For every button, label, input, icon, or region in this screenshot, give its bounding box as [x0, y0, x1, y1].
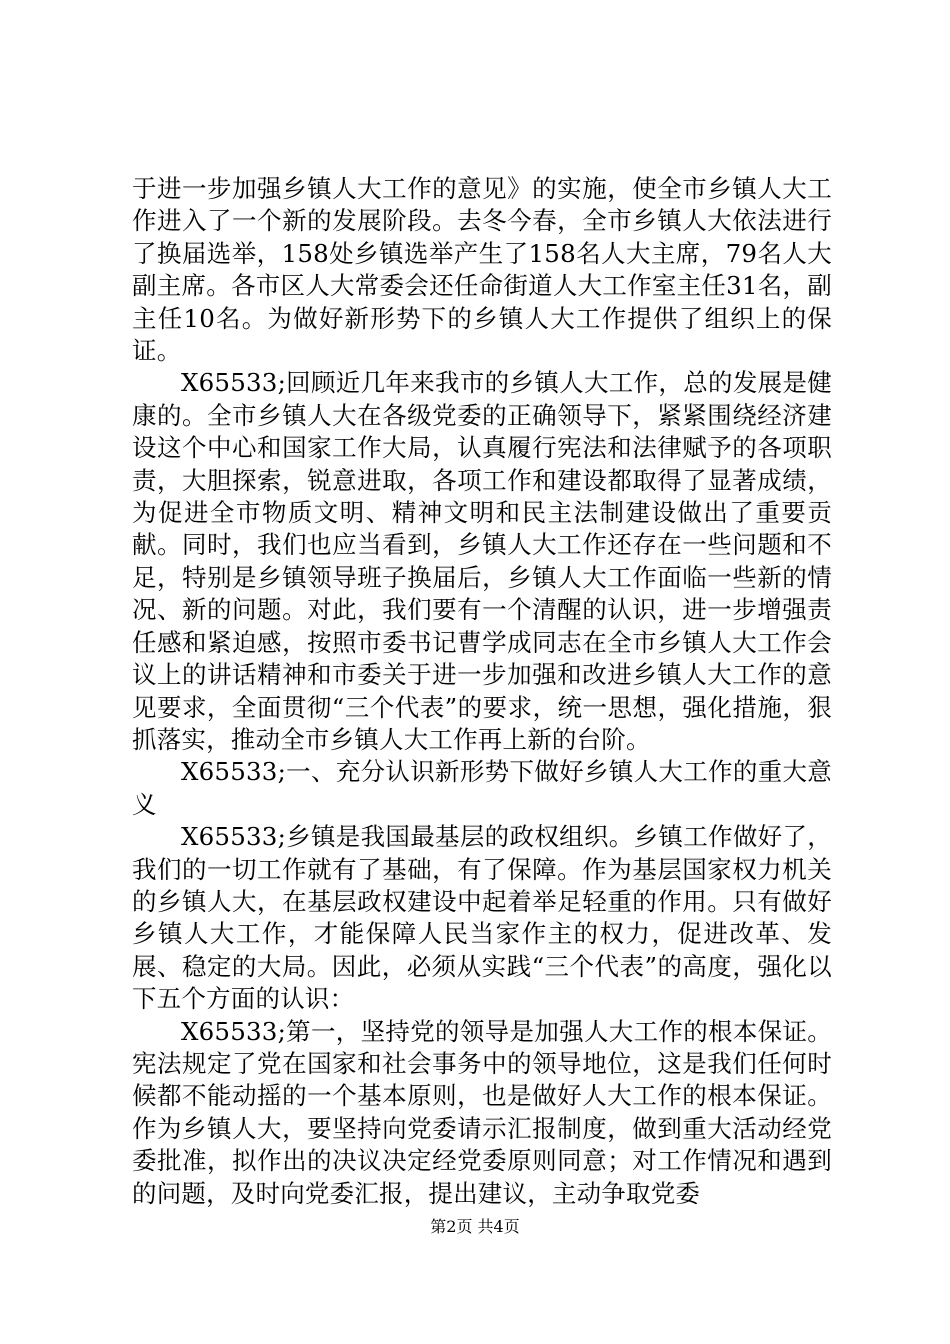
section-heading: X65533;一、充分认识新形势下做好乡镇人大工作的重大意义	[132, 757, 832, 819]
document-body	[132, 173, 832, 1210]
paragraph-2: X65533;回顾近几年来我市的乡镇人大工作，总的发展是健康的。全市乡镇人大在各级党委的正确领导下，紧紧围绕经济建设这个中心和国家工作大局，认真履行宪法和法律赋予的各项职责，大胆探索，锐意进取，各项工作和建设都取得了显著成绩，为促进全市物质文明、精神文明和民主法制建设做出了重要贡献。同时，我们也应当看到，乡镇人大工作还存在一些问题和不足，特别是乡镇领导班子换届后，乡镇人大工作面临一些新的情况、新的问题。对此，我们要有一个清醒的认识，进一步增强责任感和紧迫感，按照市委书记曹学成同志在全市乡镇人大工作会议上的讲话精神和市委关于进一步加强和改进乡镇人大工作的意见要求，全面贯彻“三个代表”的要求，统一思想，强化措施，狠抓落实，推动全市乡镇人大工作再上新的台阶。	[132, 368, 832, 754]
paragraph-3: X65533;乡镇是我国最基层的政权组织。乡镇工作做好了，我们的一切工作就有了基础，有了保障。作为基层国家权力机关的乡镇人大，在基层政权建设中起着举足轻重的作用。只有做好乡镇人大工作，才能保障人民当家作主的权力，促进改革、发展、稳定的大局。因此，必须从实践“三个代表”的高度，强化以下五个方面的认识：	[132, 822, 832, 1014]
paragraph-4: X65533;第一，坚持党的领导是加强人大工作的根本保证。宪法规定了党在国家和社会事务中的领导地位，这是我们任何时候都不能动摇的一个基本原则，也是做好人大工作的根本保证。作为乡镇人大，要坚持向党委请示汇报制度，做到重大活动经党委批准，拟作出的决议决定经党委原则同意；对工作情况和遇到的问题，及时向党委汇报，提出建议，主动争取党委	[132, 1016, 832, 1208]
page-number-footer: 第2页 共4页	[430, 1217, 520, 1236]
paragraph-1: 于进一步加强乡镇人大工作的意见》的实施，使全市乡镇人大工作进入了一个新的发展阶段。去冬今春，全市乡镇人大依法进行了换届选举，158处乡镇选举产生了158名人大主席，79名人大副主席。各市区人大常委会还任命街道人大工作室主任31名，副主任10名。为做好新形势下的乡镇人大工作提供了组织上的保证。	[132, 174, 832, 366]
